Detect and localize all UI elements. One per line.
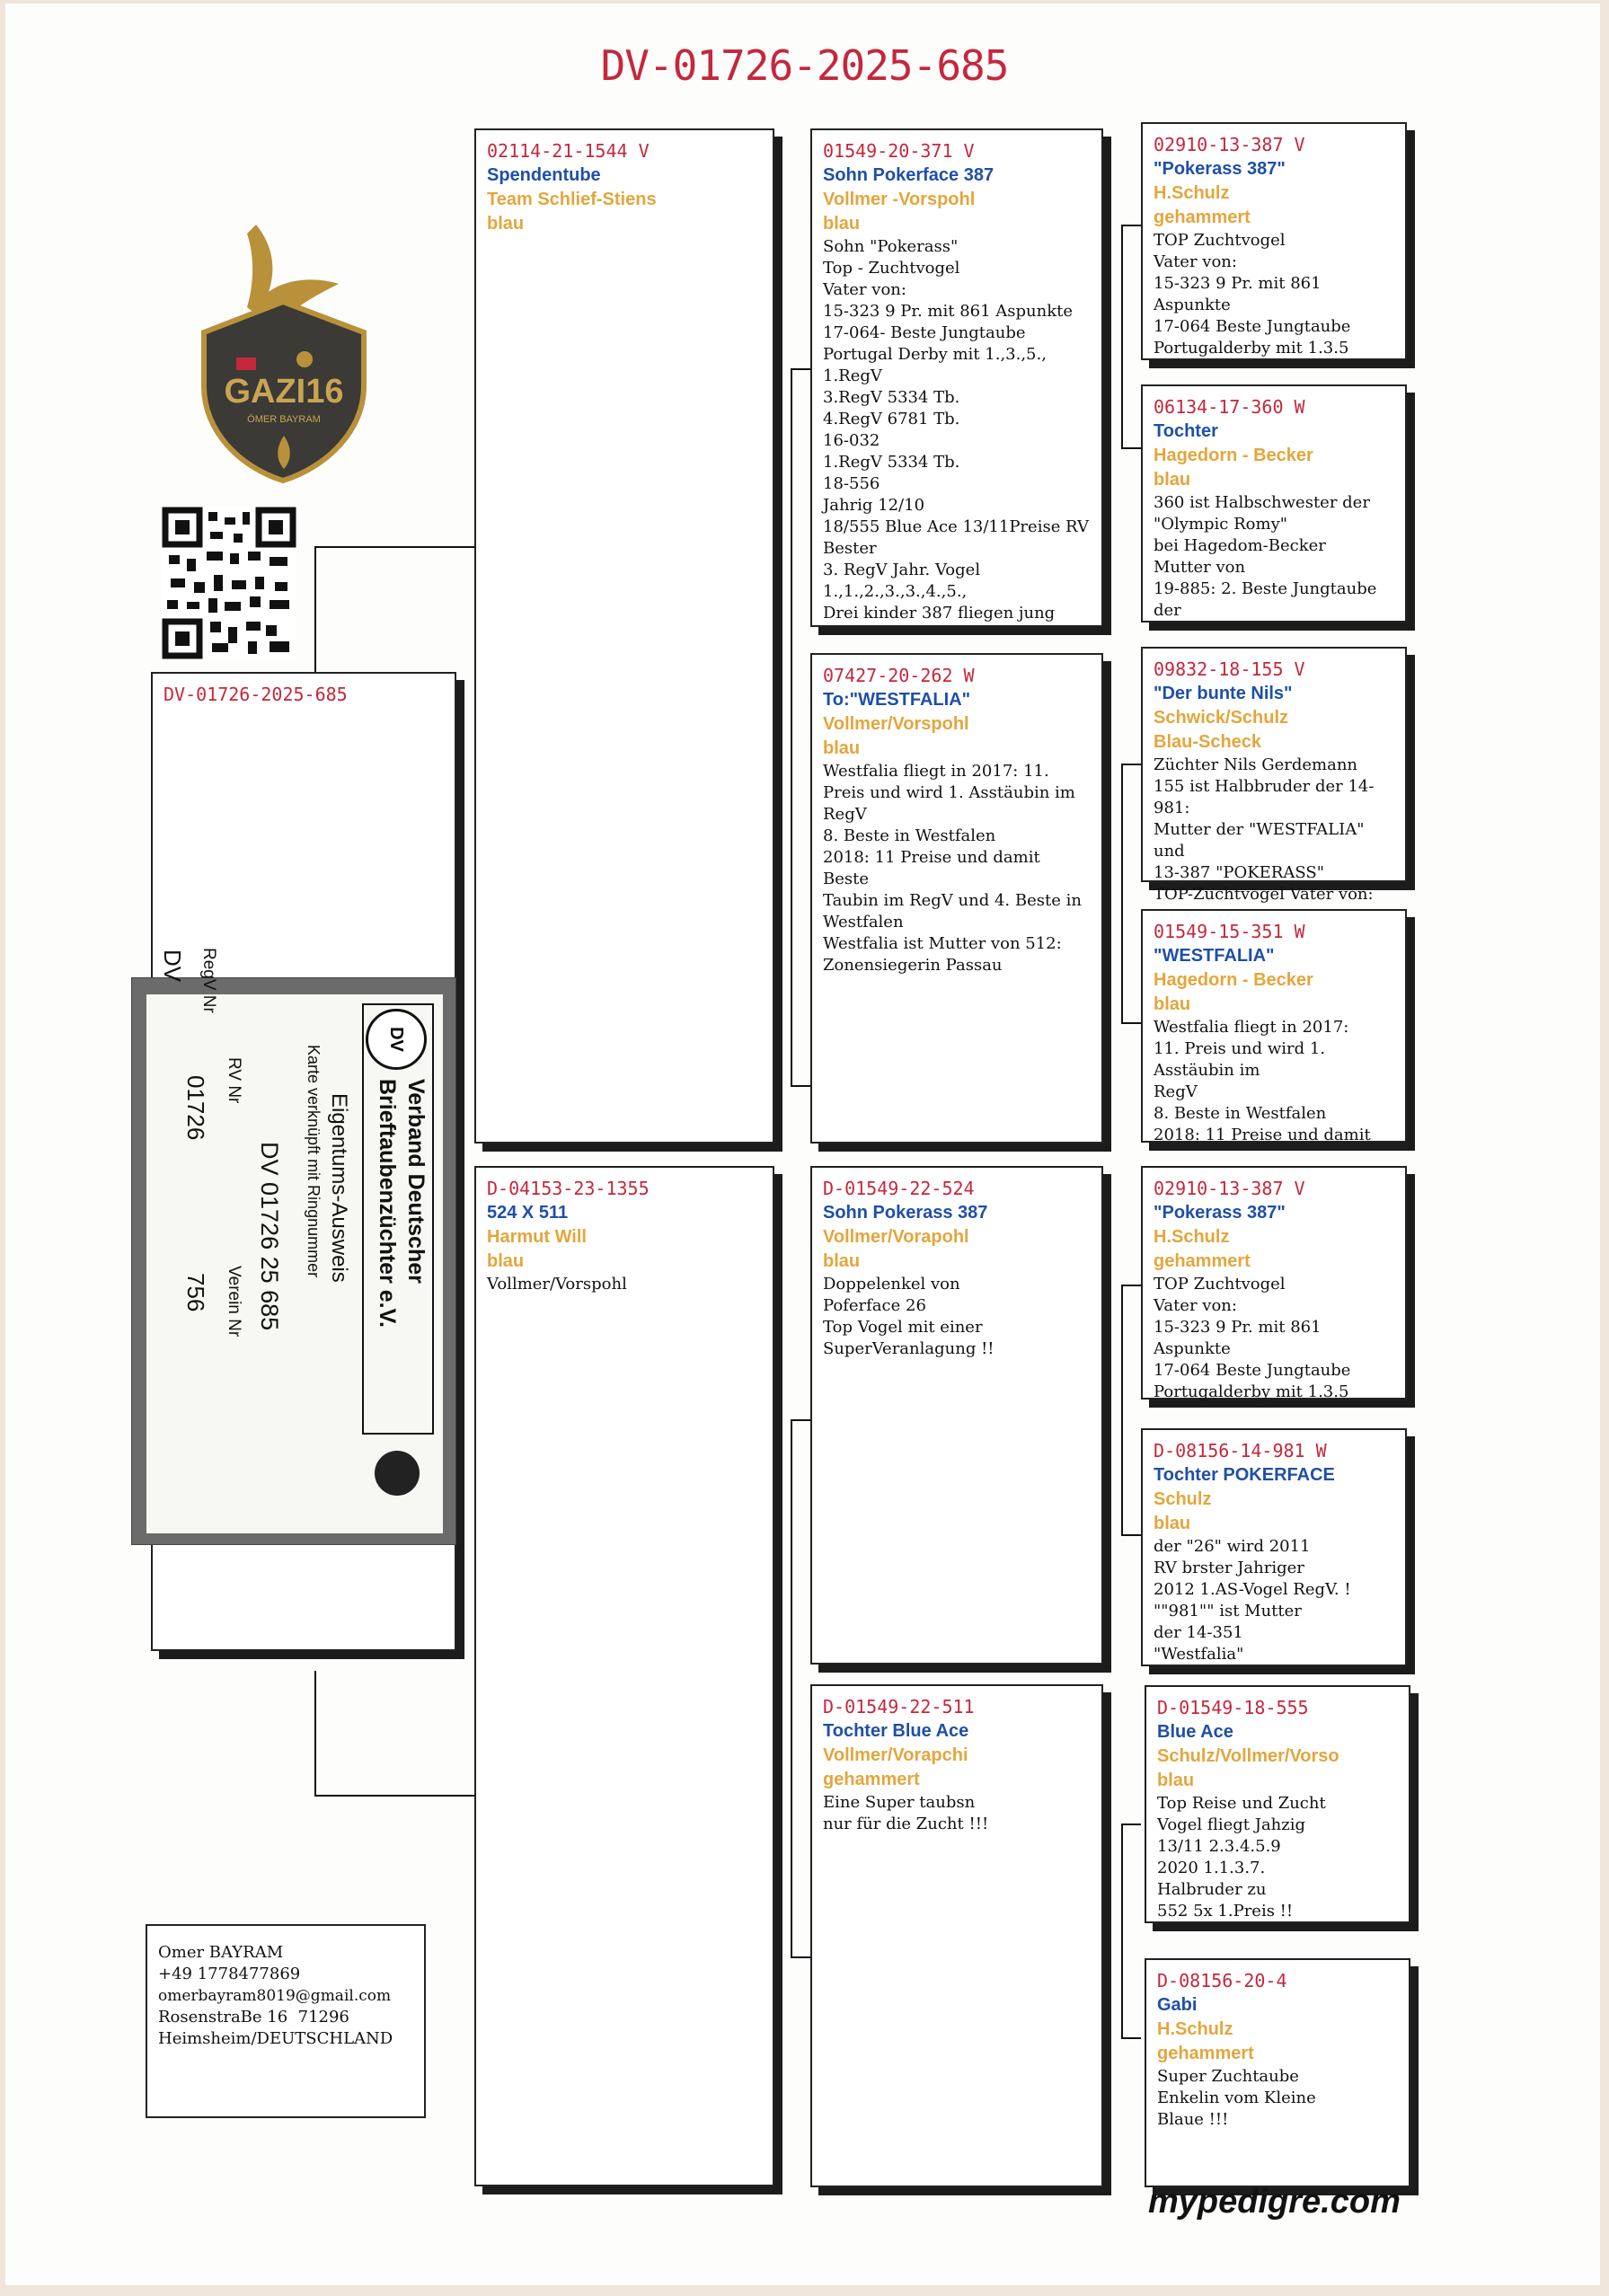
card-subtitle: Karte verknüpft mit Ringnummer [305, 1045, 323, 1278]
pigeon-name: Sohn Pokerface 387 [823, 165, 995, 185]
connector-line [314, 1671, 316, 1797]
grandparent-box [810, 1166, 1103, 1665]
connector-line [1121, 447, 1141, 449]
card-title: Eigentums-Ausweis [327, 1093, 351, 1283]
pedigree-notes: TOP Zuchtvogel Vater von: 15-323 9 Pr. mit 861 Aspunkte 17-064 Beste Jungtaube Portugalderby mit 1.3.5 [1154, 231, 1351, 358]
pedigree-notes: TOP Zuchtvogel Vater von: 15-323 9 Pr. mit 861 Aspunkte 17-064 Beste Jungtaube Portugalderby mit 1.3.5 [1154, 1275, 1351, 1401]
breeder: H.Schulz [1154, 1227, 1230, 1247]
pigeon-name: "Der bunte Nils" [1154, 684, 1293, 703]
dove-shield-icon [193, 207, 373, 485]
ring-number: D-08156-20-4 [1157, 1970, 1287, 1991]
connector-line [1121, 764, 1123, 1024]
feather-color: blau [823, 738, 861, 758]
pigeon-name: Tochter [1154, 421, 1218, 441]
feather-color: blau [1154, 470, 1191, 490]
qr-code[interactable] [162, 507, 296, 659]
breeder: Hagedorn - Becker [1154, 970, 1313, 990]
ring-number: 02910-13-387 V [1154, 134, 1305, 155]
value-verein: 756 [182, 1273, 209, 1312]
ring-number: D-04153-23-1355 [487, 1178, 650, 1199]
breeder: Schulz [1154, 1489, 1212, 1509]
breeder: Schwick/Schulz [1154, 708, 1289, 728]
label-rv: RV Nr [225, 1057, 243, 1104]
connector-line [791, 368, 810, 370]
connector-line [791, 1419, 810, 1421]
contact-address: RosenstraBe 16 71296 [158, 2008, 349, 2027]
contact-phone[interactable]: +49 1778477869 [158, 1965, 301, 1983]
connector-line [1121, 1285, 1123, 1536]
logo-text: GAZI16 [224, 373, 344, 411]
logo-subtext: ÖMER BAYRAM [247, 414, 321, 425]
feather-color: blau [487, 214, 525, 234]
pedigree-notes: Züchter Nils Gerdemann 155 ist Halbbruder der 14- 981: Mutter der "WESTFALIA" und 13-387 "POKERASS" TOP-Zuchtvogel Vater von: [1154, 755, 1375, 904]
great-grandparent-box [1145, 1685, 1410, 1923]
grandparent-box [810, 128, 1103, 627]
ownership-card-face [146, 948, 443, 1533]
breeder-contact [146, 1924, 426, 2118]
pedigree-notes: Super Zuchtaube Enkelin vom Kleine Blaue !!! [1157, 2067, 1316, 2129]
logo-mark-icon [375, 1451, 420, 1496]
ring-number: 01549-20-371 V [823, 140, 975, 162]
pigeon-name: 524 X 511 [487, 1203, 569, 1223]
pedigree-notes: Vollmer/Vorspohl [487, 1275, 627, 1294]
ring-number: D-08156-14-981 W [1154, 1440, 1327, 1461]
connector-line [791, 1419, 792, 1958]
breeder: Vollmer/Vorapchi [823, 1745, 968, 1765]
grandparent-box [810, 653, 1103, 1144]
breeder: Vollmer/Vorapohl [823, 1227, 969, 1247]
connector-line [791, 1956, 810, 1958]
connector-line [791, 368, 792, 1087]
card-ring-number: DV 01726 25 685 [256, 1142, 283, 1331]
pedigree-notes: Sohn "Pokerass" Top - Zuchtvogel Vater von: 15-323 9 Pr. mit 861 Aspunkte 17-064- Beste Jungtaube Portugal Derby mit 1.,3.,5., 1.RegV 3.RegV 5334 Tb. 4.RegV 6781 Tb. 16-032 1.RegV 5334 Tb. 18-556 Jahrig 12/10 18/555 Blue Ace 13/11Preise RV Bester 3. RegV Jahr. Vogel 1.,1.,2.,3.,3.,4.,5., Drei kinder 387 fliegen jung [823, 237, 1089, 623]
great-grandparent-box [1141, 384, 1407, 623]
breeder: H.Schulz [1154, 183, 1230, 203]
pedigree-notes: Doppelenkel von Poferface 26 Top Vogel mit einer SuperVeranlagung !! [823, 1275, 995, 1358]
great-grandparent-box [1141, 1428, 1407, 1666]
label-verein: Verein Nr [225, 1266, 243, 1338]
pedigree-notes: Eine Super taubsn nur für die Zucht !!! [823, 1793, 989, 1833]
grandparent-box [810, 1684, 1103, 2187]
pigeon-name: Tochter POKERFACE [1154, 1465, 1335, 1485]
great-grandparent-box [1141, 122, 1407, 360]
feather-color: gehammert [823, 1770, 920, 1789]
connector-line [314, 546, 474, 548]
pedigree-notes: 360 ist Halbschwester der "Olympic Romy" bei Hagedom-Becker Mutter von 19-885: 2. Beste Jungtaube der [1154, 493, 1377, 620]
breeder: Vollmer/Vorspohl [823, 714, 969, 734]
feather-color: blau [1154, 1514, 1191, 1533]
feather-color: blau [487, 1251, 525, 1271]
org-line-1: Verband Deutscher [403, 1079, 429, 1284]
connector-line [1121, 225, 1123, 449]
ring-number: 07427-20-262 W [823, 665, 975, 686]
feather-color: blau [1157, 1771, 1195, 1790]
breeder: Harmut Will [487, 1227, 587, 1247]
connector-line [1121, 225, 1141, 226]
contact-city: Heimsheim/DEUTSCHLAND [158, 2029, 393, 2048]
sire-box [474, 128, 774, 1144]
great-grandparent-box [1141, 909, 1407, 1143]
pedigree-notes: Westfalia fliegt in 2017: 11. Preis und wird 1. Asstäubin im RegV 8. Beste in Westfalen 2018: 11 Preise und damit [1154, 1018, 1371, 1144]
great-grandparent-box [1141, 1166, 1407, 1400]
pigeon-name: Blue Ace [1157, 1722, 1233, 1742]
connector-line [314, 1795, 474, 1797]
connector-line [314, 546, 316, 672]
pigeon-name: Spendentube [487, 165, 601, 185]
connector-line [1121, 764, 1141, 765]
pedigree-notes: Westfalia fliegt in 2017: 11. Preis und wird 1. Asstäubin im RegV 8. Beste in Westfalen 2018: 11 Preise und damit Beste Taubin im RegV und 4. Beste in Westfalen Westfalia ist Mutter von 512: Zonensiegerin Passau [823, 762, 1082, 975]
ring-number: D-01549-22-511 [823, 1696, 975, 1718]
contact-email[interactable]: omerbayram8019@gmail.com [158, 1987, 392, 2005]
connector-line [1121, 2037, 1141, 2039]
feather-color: gehammert [1154, 208, 1251, 227]
dam-box [474, 1166, 774, 2186]
feather-color: blau [823, 214, 861, 234]
footer-brand[interactable]: mypedigre.com [1148, 2183, 1401, 2221]
ring-number: 02114-21-1544 V [487, 140, 650, 162]
pedigree-notes: der "26" wird 2011 RV brster Jahriger 2012 1.AS-Vogel RegV. ! ""981"" ist Mutter der 14-351 "Westfalia" [1154, 1537, 1351, 1664]
gazi16-logo [193, 207, 373, 485]
pedigree-notes: Top Reise und Zucht Vogel fliegt Jahzig 13/11 2.3.4.5.9 2020 1.1.3.7. Halbruder zu 552 5x 1.Preis !! [1157, 1794, 1326, 1921]
connector-line [1121, 1534, 1141, 1536]
subject-ring: DV-01726-2025-685 [164, 684, 348, 705]
pigeon-name: To:"WESTFALIA" [823, 690, 971, 710]
contact-name: Omer BAYRAM [158, 1943, 284, 1962]
emblem-text: DV [386, 1027, 407, 1052]
feather-color: blau [1154, 994, 1191, 1014]
value-rv: 01726 [182, 1075, 209, 1141]
label-regv: RegV Nr [199, 948, 218, 1013]
breeder: Schulz/Vollmer/Vorso [1157, 1746, 1339, 1766]
connector-line [1121, 1285, 1141, 1286]
connector-line [1121, 1824, 1123, 2039]
ring-number: 01549-15-351 W [1154, 921, 1305, 942]
connector-line [1121, 1824, 1141, 1825]
breeder: Team Schlief-Stiens [487, 190, 657, 209]
pigeon-name: Gabi [1157, 1995, 1198, 2015]
pigeon-name: Tochter Blue Ace [823, 1721, 969, 1741]
breeder: Vollmer -Vorspohl [823, 190, 976, 209]
page-title: DV-01726-2025-685 [600, 41, 1009, 90]
pigeon-name: "WESTFALIA" [1154, 946, 1275, 966]
pigeon-name: Sohn Pokerass 387 [823, 1203, 988, 1223]
connector-line [1121, 1022, 1141, 1024]
ownership-card [131, 948, 456, 1545]
breeder: H.Schulz [1157, 2019, 1233, 2039]
feather-color: Blau-Scheck [1154, 732, 1262, 752]
feather-color: blau [823, 1251, 861, 1271]
ownership-card-content [155, 948, 434, 1524]
qr-code-icon [162, 507, 296, 659]
ring-number: 02910-13-387 V [1154, 1178, 1305, 1199]
ring-number: 09832-18-155 V [1154, 658, 1305, 680]
pigeon-name: "Pokerass 387" [1154, 159, 1286, 179]
great-grandparent-box [1141, 647, 1407, 904]
org-line-2: Brieftaubenzüchter e.V. [375, 1079, 400, 1328]
pigeon-name: "Pokerass 387" [1154, 1203, 1286, 1223]
ring-number: 06134-17-360 W [1154, 396, 1305, 418]
connector-line [791, 1085, 810, 1087]
breeder: Hagedorn - Becker [1154, 446, 1313, 465]
ring-number: D-01549-22-524 [823, 1178, 975, 1199]
great-grandparent-box [1145, 1958, 1410, 2187]
ring-number: D-01549-18-555 [1157, 1697, 1309, 1718]
value-regv: DV [159, 949, 186, 983]
feather-color: gehammert [1154, 1251, 1251, 1271]
feather-color: gehammert [1157, 2044, 1254, 2063]
